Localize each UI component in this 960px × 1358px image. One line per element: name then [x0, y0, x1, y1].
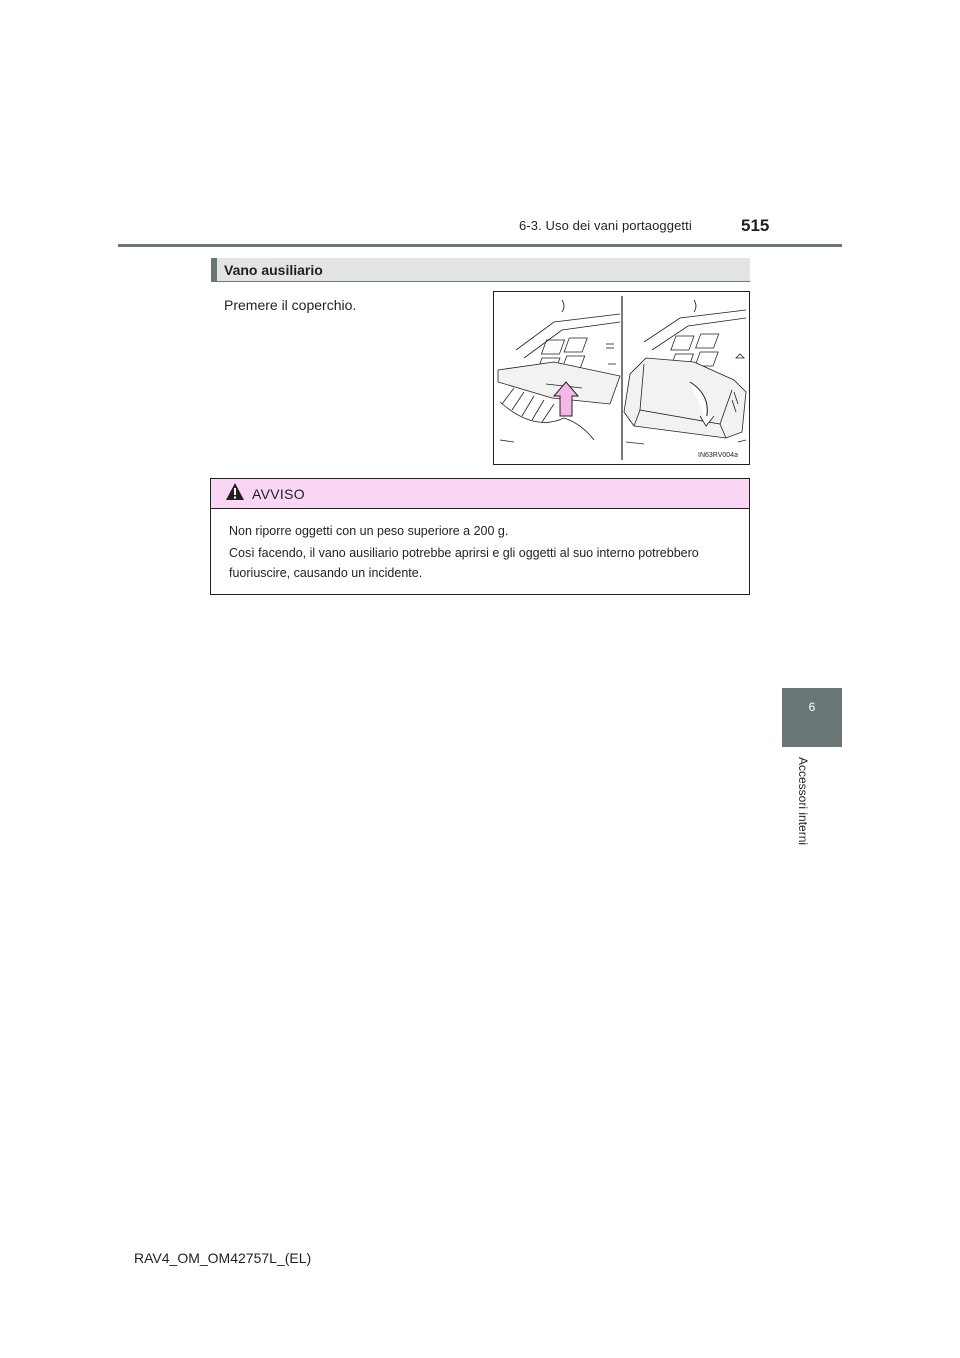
document-code: RAV4_OM_OM42757L_(EL): [134, 1250, 312, 1266]
auxiliary-box-illustration: [493, 291, 750, 465]
chapter-title: Accessori interni: [796, 757, 810, 846]
chapter-number: 6: [808, 700, 816, 714]
warning-title: AVVISO: [252, 486, 305, 502]
warning-triangle-icon: [225, 482, 245, 502]
warning-text-weight: Non riporre oggetti con un peso superiore a 200 g.: [229, 524, 509, 538]
figure-code: IN63RV004a: [698, 452, 738, 459]
header-rule: [118, 244, 842, 247]
running-header-section: 6-3. Uso dei vani portaoggetti: [519, 218, 692, 233]
section-heading-accent: [211, 258, 217, 282]
page-number: 515: [741, 216, 770, 235]
section-heading: Vano ausiliario: [224, 262, 323, 278]
instruction-text: Premere il coperchio.: [224, 297, 357, 313]
warning-text-consequence: Così facendo, il vano ausiliario potrebbe aprirsi e gli oggetti al suo interno potrebbero fuoriuscire, causando un incidente.: [229, 546, 699, 580]
illustration-drawing: [494, 292, 750, 465]
chapter-tab: [782, 688, 842, 747]
